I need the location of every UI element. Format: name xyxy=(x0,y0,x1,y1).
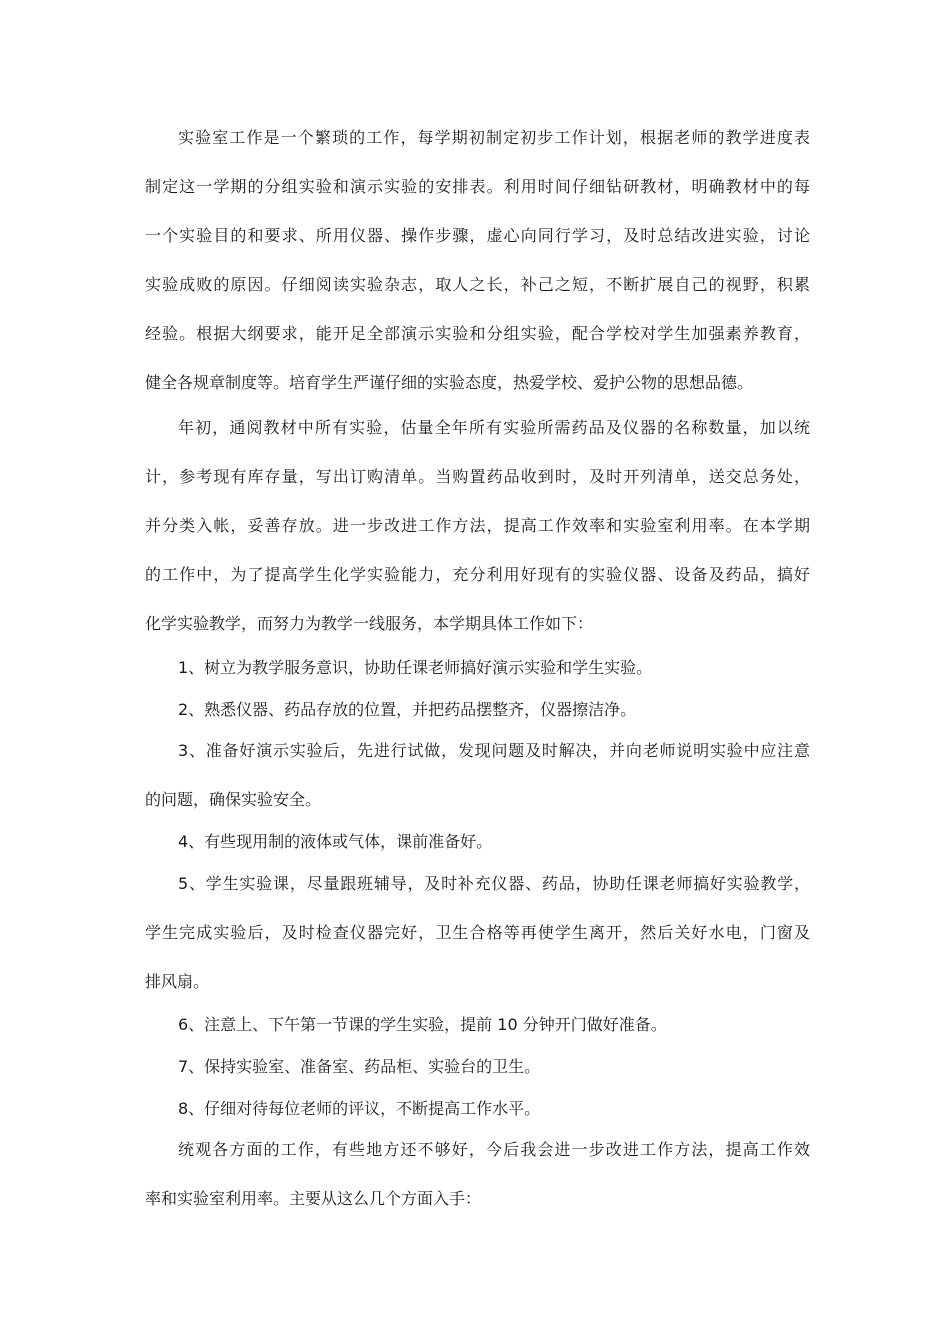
paragraph-2-line-3: 并分类入帐，妥善存放。进一步改进工作方法，提高工作效率和实验室利用率。在本学期 xyxy=(145,516,810,535)
list-item-6: 6、注意上、下午第一节课的学生实验，提前 10 分钟开门做好准备。 xyxy=(178,1015,667,1034)
list-item-5-line-3: 排风扇。 xyxy=(145,972,210,991)
paragraph-2-line-4: 的工作中，为了提高学生化学实验能力，充分利用好现有的实验仪器、设备及药品，搞好 xyxy=(145,565,810,584)
list-item-2: 2、熟悉仪器、药品存放的位置，并把药品摆整齐，仪器擦洁净。 xyxy=(178,700,637,719)
list-item-3-line-2: 的问题，确保实验安全。 xyxy=(145,790,322,809)
paragraph-1-line-5: 经验。根据大纲要求，能开足全部演示实验和分组实验，配合学校对学生加强素养教育， xyxy=(145,324,810,343)
list-item-8: 8、仔细对待每位老师的评议，不断提高工作水平。 xyxy=(178,1099,541,1118)
list-item-4: 4、有些现用制的液体或气体，课前准备好。 xyxy=(178,832,493,851)
list-item-3-line-1: 3、准备好演示实验后，先进行试做，发现问题及时解决，并向老师说明实验中应注意 xyxy=(178,741,810,760)
list-item-5-line-1: 5、学生实验课，尽量跟班辅导，及时补充仪器、药品，协助任课老师搞好实验教学， xyxy=(178,874,810,893)
paragraph-2-line-2: 计，参考现有库存量，写出订购清单。当购置药品收到时，及时开列清单，送交总务处， xyxy=(145,467,810,486)
paragraph-1-line-4: 实验成败的原因。仔细阅读实验杂志，取人之长，补己之短，不断扩展自己的视野，积累 xyxy=(145,275,810,294)
paragraph-1-line-6: 健全各规章制度等。培育学生严谨仔细的实验态度，热爱学校、爱护公物的思想品德。 xyxy=(145,373,754,392)
paragraph-1-line-1: 实验室工作是一个繁琐的工作，每学期初制定初步工作计划，根据老师的教学进度表 xyxy=(178,128,810,147)
list-item-1: 1、树立为教学服务意识，协助任课老师搞好演示实验和学生实验。 xyxy=(178,658,653,677)
paragraph-3-line-2: 率和实验室利用率。主要从这么几个方面入手： xyxy=(145,1189,482,1208)
paragraph-2-line-1: 年初，通阅教材中所有实验，估量全年所有实验所需药品及仪器的名称数量，加以统 xyxy=(178,418,810,437)
paragraph-1-line-3: 一个实验目的和要求、所用仪器、操作步骤，虚心向同行学习，及时总结改进实验，讨论 xyxy=(145,226,810,245)
paragraph-3-line-1: 统观各方面的工作，有些地方还不够好，今后我会进一步改进工作方法，提高工作效 xyxy=(178,1140,810,1159)
list-item-5-line-2: 学生完成实验后，及时检查仪器完好，卫生合格等再使学生离开，然后关好水电，门窗及 xyxy=(145,923,810,942)
paragraph-2-line-5: 化学实验教学，而努力为教学一线服务，本学期具体工作如下： xyxy=(145,614,594,633)
paragraph-1-line-2: 制定这一学期的分组实验和演示实验的安排表。利用时间仔细钻研教材，明确教材中的每 xyxy=(145,177,810,196)
list-item-7: 7、保持实验室、准备室、药品柜、实验台的卫生。 xyxy=(178,1057,541,1076)
